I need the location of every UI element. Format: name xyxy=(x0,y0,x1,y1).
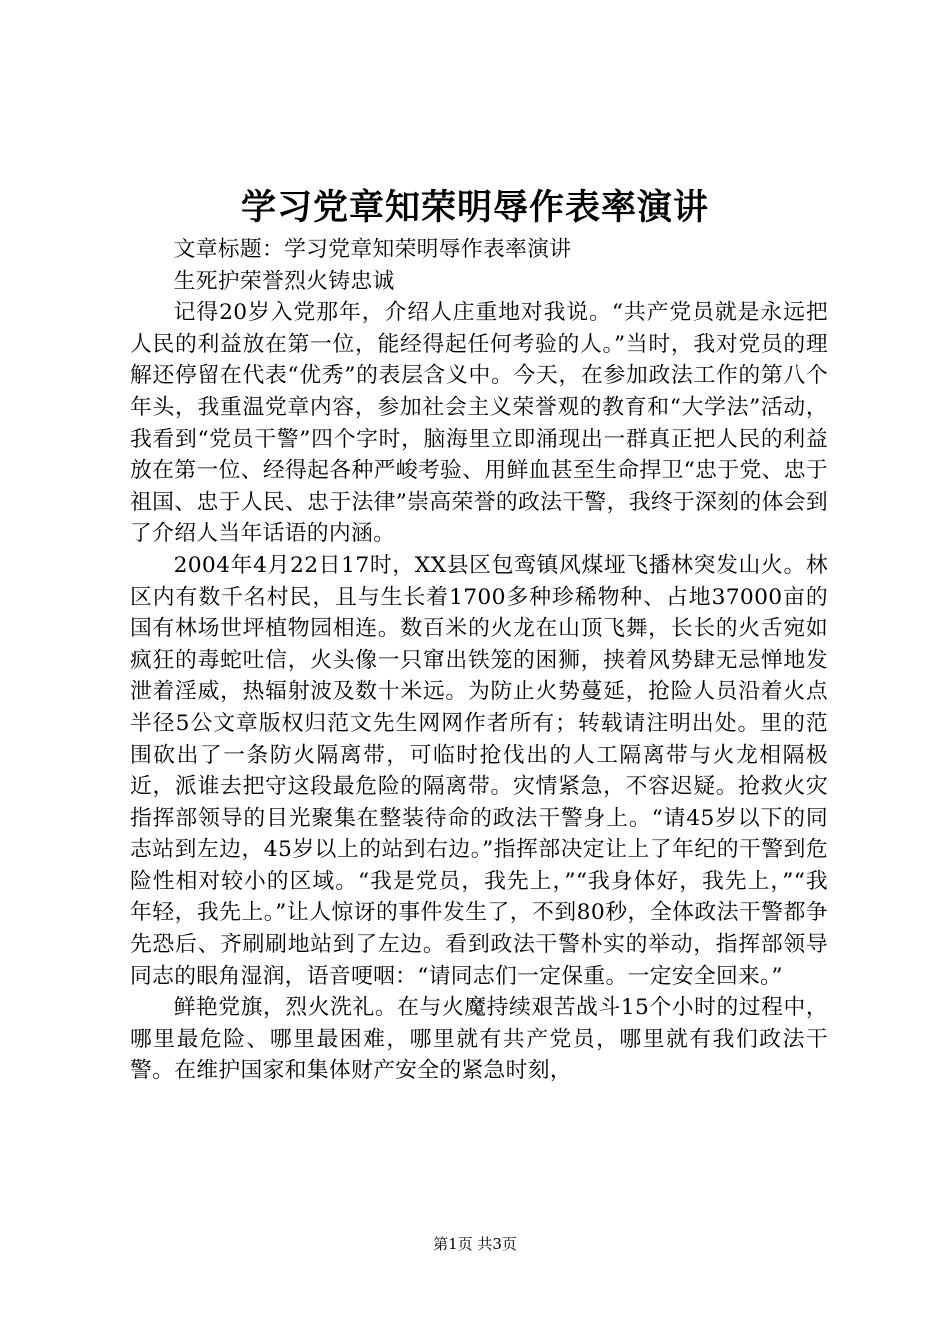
paragraph-fire-event: 2004年4月22日17时，XX县区包鸾镇风煤垭飞播林突发山火。林区内有数千名村民，且与生长着1700多种珍稀物种、占地37000亩的国有林场世坪植物园相连。数百米的火龙在山顶飞舞，长长的火舌宛如疯狂的毒蛇吐信，火头像一只窜出铁笼的困狮，挟着风势肆无忌惮地发泄着淫威，热辐射波及数十米远。为防止火势蔓延，抢险人员沿着火点半径5公文章版权归范文先生网网作者所有；转载请注明出处。里的范围砍出了一条防火隔离带，可临时抢伐出的人工隔离带与火龙相隔极近，派谁去把守这段最危险的隔离带。灾情紧急，不容迟疑。抢救火灾指挥部领导的目光聚集在整装待命的政法干警身上。“请45岁以下的同志站到左边，45岁以上的站到右边。”指挥部决定让上了年纪的干警到危险性相对较小的区域。“我是党员，我先上，”“我身体好，我先上，”“我年轻，我先上。”让人惊讶的事件发生了，不到80秒，全体政法干警都争先恐后、齐刷刷地站到了左边。看到政法干警朴实的举动，指挥部领导同志的眼角湿润，语音哽咽：“请同志们一定保重。一定安全回来。” xyxy=(130,552,828,989)
document-title: 学习党章知荣明辱作表率演讲 xyxy=(240,188,709,228)
page-number-footer: 第1页 共3页 xyxy=(433,1235,517,1253)
paragraph-article-title: 文章标题：学习党章知荣明辱作表率演讲 xyxy=(173,237,572,262)
paragraph-intro: 记得20岁入党那年，介绍人庄重地对我说。“共产党员就是永远把人民的利益放在第一位，能经得起任何考验的人。”当时，我对党员的理解还停留在代表“优秀”的表层含义中。今天，在参加政法工作的第八个年头，我重温党章内容，参加社会主义荣誉观的教育和“大学法”活动，我看到“党员干警”四个字时，脑海里立即涌现出一群真正把人民的利益放在第一位、经得起各种严峻考验、用鲜血甚至生命捍卫“忠于党、忠于祖国、忠于人民、忠于法律”崇高荣誉的政法干警，我终于深刻的体会到了介绍人当年话语的内涵。 xyxy=(130,300,828,547)
paragraph-subtitle: 生死护荣誉烈火铸忠诚 xyxy=(173,268,395,294)
paragraph-party-flag: 鲜艳党旗，烈火洗礼。在与火魔持续艰苦战斗15个小时的过程中，哪里最危险、哪里最困难，哪里就有共产党员，哪里就有我们政法干警。在维护国家和集体财产安全的紧急时刻， xyxy=(130,995,828,1084)
document-body xyxy=(130,234,828,1087)
